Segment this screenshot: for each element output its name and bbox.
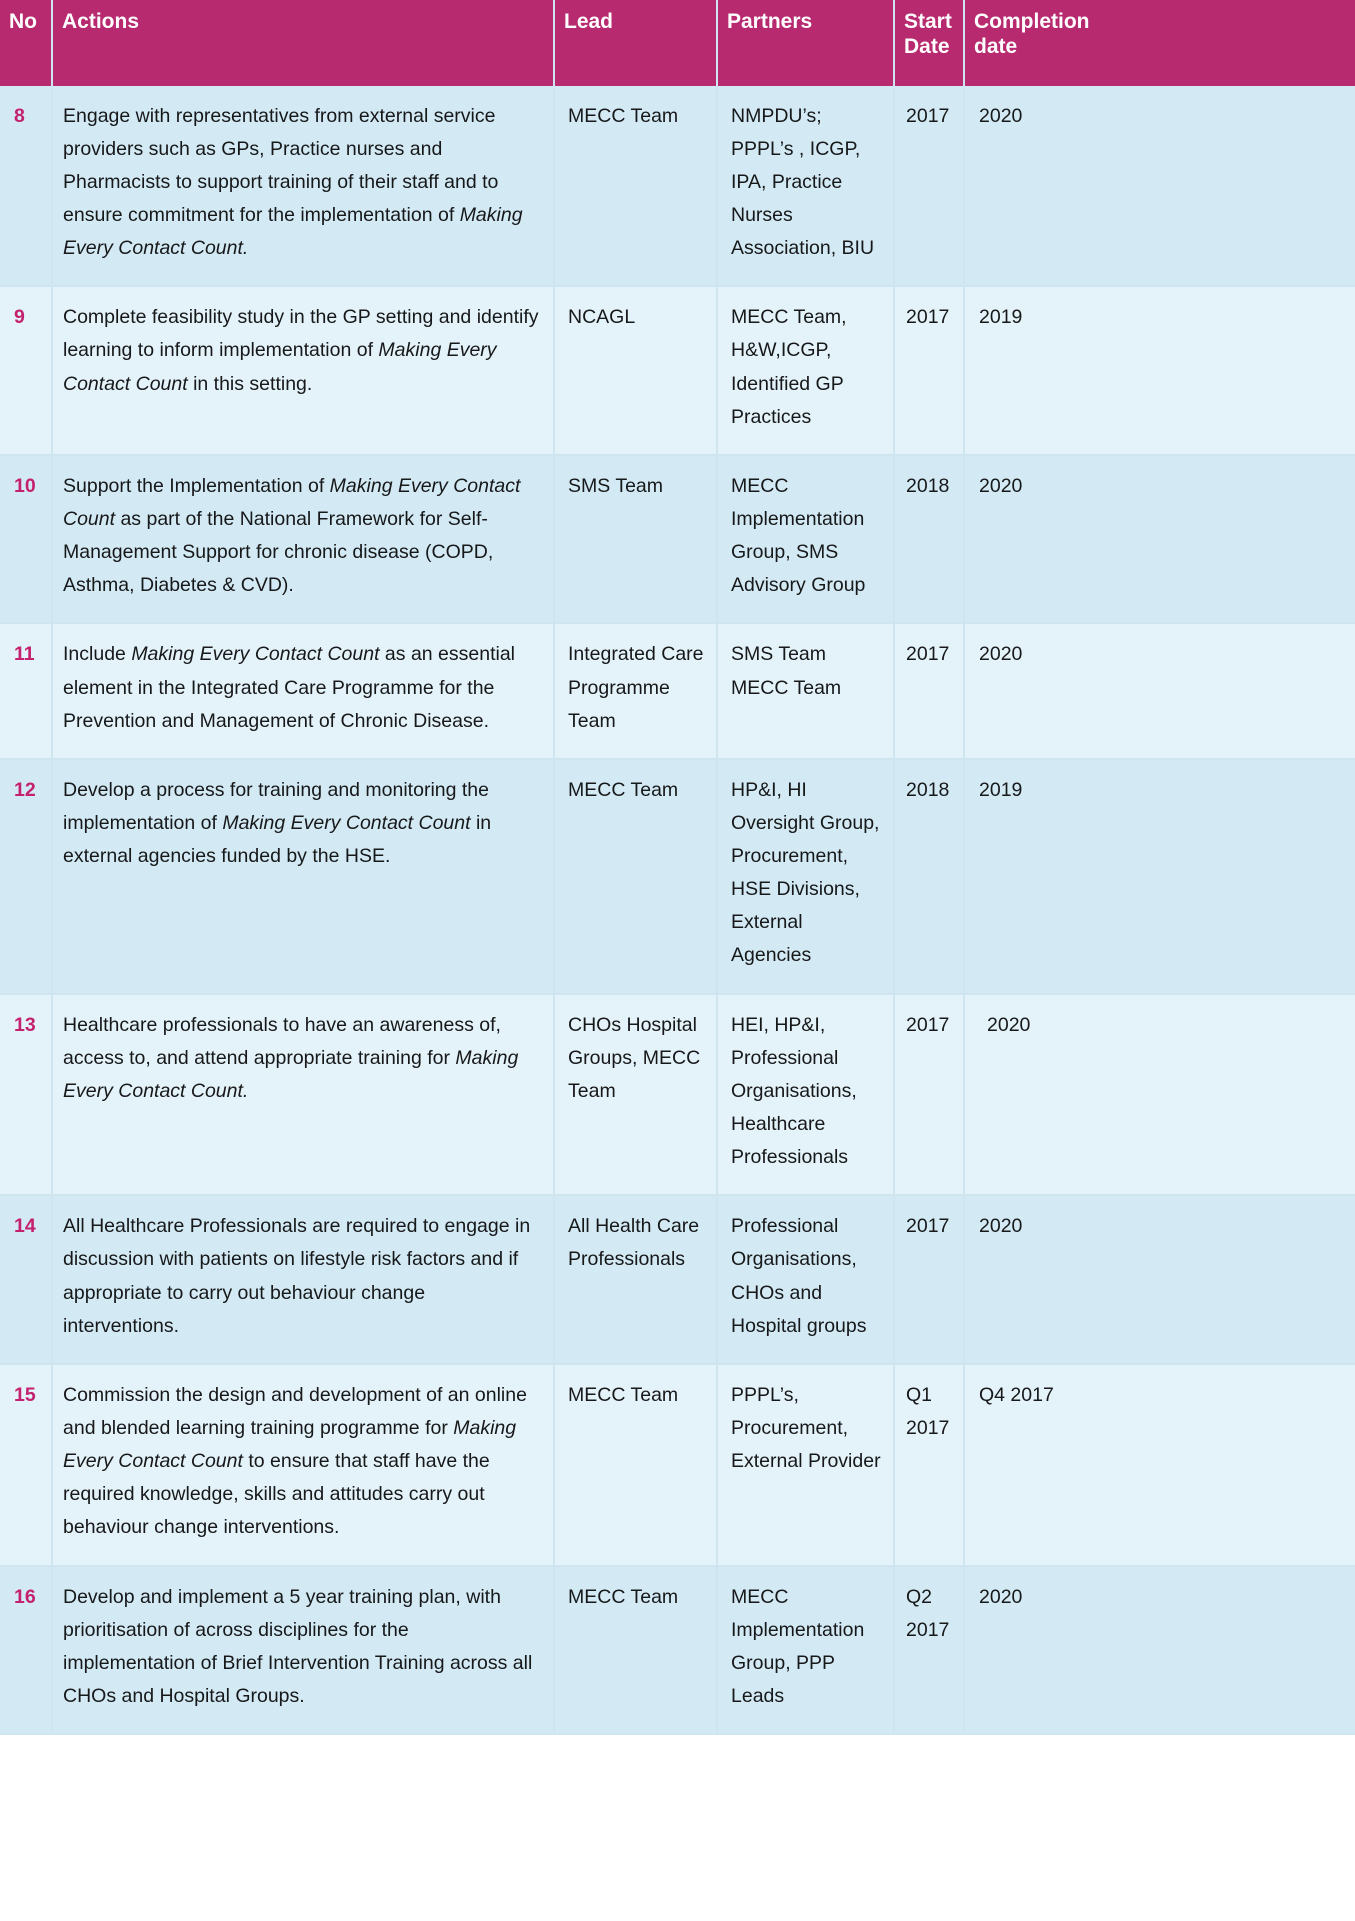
partners-value: PPPL’s, Procurement, External Provider [717,1364,894,1566]
partners-value: SMS Team MECC Team [717,623,894,758]
action-text: Support the Implementation of Making Every Contact Count as part of the National Framework for Self-Management Support for chronic disease (COPD, Asthma, Diabetes & CVD). [52,455,554,624]
lead-value: All Health Care Professionals [554,1195,717,1364]
action-text: Healthcare professionals to have an awareness of, access to, and attend appropriate training for Making Every Contact Count. [52,994,554,1196]
completion-date-value: 2020 [964,994,1355,1196]
partners-value: HP&I, HI Oversight Group, Procurement, HSE Divisions, External Agencies [717,759,894,994]
table-row [0,759,1355,994]
lead-value: MECC Team [554,759,717,994]
completion-date-value: 2020 [964,623,1355,758]
table-row [0,455,1355,624]
table-row [0,1364,1355,1566]
row-number: 15 [0,1364,52,1566]
completion-date-value: 2020 [964,1195,1355,1364]
partners-value: MECC Implementation Group, SMS Advisory Group [717,455,894,624]
lead-value: MECC Team [554,86,717,287]
row-number: 16 [0,1566,52,1735]
row-number: 8 [0,86,52,287]
action-text: Include Making Every Contact Count as an essential element in the Integrated Care Programme for the Prevention and Management of Chronic Disease. [52,623,554,758]
column-header-actions: Actions [52,0,554,86]
column-header-no: No [0,0,52,86]
start-date-value: 2017 [894,623,964,758]
start-date-value: Q2 2017 [894,1566,964,1735]
completion-date-value: 2020 [964,1566,1355,1735]
column-header-lead: Lead [554,0,717,86]
row-number: 13 [0,994,52,1196]
partners-value: MECC Implementation Group, PPP Leads [717,1566,894,1735]
completion-date-value: 2020 [964,86,1355,287]
action-text: Engage with representatives from external service providers such as GPs, Practice nurses and Pharmacists to support training of their staff and to ensure commitment for the implementation of Making Every Contact Count. [52,86,554,287]
lead-value: CHOs Hospital Groups, MECC Team [554,994,717,1196]
header-row [0,0,1355,86]
row-number: 12 [0,759,52,994]
completion-date-value: 2019 [964,759,1355,994]
lead-value: SMS Team [554,455,717,624]
row-number: 11 [0,623,52,758]
action-text: Develop a process for training and monitoring the implementation of Making Every Contact Count in external agencies funded by the HSE. [52,759,554,994]
start-date-value: 2018 [894,759,964,994]
emphasised-title: Making Every Contact Count [63,1417,517,1473]
row-number: 9 [0,286,52,455]
table-body [0,86,1355,1735]
partners-value: Professional Organisations, CHOs and Hospital groups [717,1195,894,1364]
partners-value: HEI, HP&I, Professional Organisations, Healthcare Professionals [717,994,894,1196]
start-date-value: 2017 [894,994,964,1196]
lead-value: NCAGL [554,286,717,455]
lead-value: MECC Team [554,1566,717,1735]
emphasised-title: Making Every Contact Count [63,339,497,395]
table-row [0,1195,1355,1364]
action-text: Complete feasibility study in the GP setting and identify learning to inform implementation of Making Every Contact Count in this setting. [52,286,554,455]
start-date-value: 2017 [894,286,964,455]
completion-date-value: 2019 [964,286,1355,455]
emphasised-title: Making Every Contact Count [131,643,380,666]
partners-value: MECC Team, H&W,ICGP, Identified GP Practices [717,286,894,455]
table-row [0,1566,1355,1735]
row-number: 14 [0,1195,52,1364]
start-date-value: 2017 [894,86,964,287]
emphasised-title: Making Every Contact Count [63,474,521,530]
start-date-value: 2017 [894,1195,964,1364]
emphasised-title: Making Every Contact Count. [63,203,523,260]
row-number: 10 [0,455,52,624]
emphasised-title: Making Every Contact Count [222,811,471,834]
column-header-start-date: Start Date [894,0,964,86]
table-header [0,0,1355,86]
partners-value: NMPDU’s; PPPL’s , ICGP, IPA, Practice Nurses Association, BIU [717,86,894,287]
lead-value: Integrated Care Programme Team [554,623,717,758]
action-text: Commission the design and development of an online and blended learning training programme for Making Every Contact Count to ensure that staff have the required knowledge, skills and attitudes carry out behaviour change interventions. [52,1364,554,1566]
table-row [0,286,1355,455]
start-date-value: Q1 2017 [894,1364,964,1566]
table-row [0,86,1355,287]
table-row [0,994,1355,1196]
completion-date-value: Q4 2017 [964,1364,1355,1566]
column-header-completion-date: Completion date [964,0,1355,86]
action-text: Develop and implement a 5 year training plan, with prioritisation of across disciplines for the implementation of Brief Intervention Training across all CHOs and Hospital Groups. [52,1566,554,1735]
start-date-value: 2018 [894,455,964,624]
lead-value: MECC Team [554,1364,717,1566]
completion-date-value: 2020 [964,455,1355,624]
table-row [0,623,1355,758]
emphasised-title: Making Every Contact Count. [63,1046,519,1102]
column-header-partners: Partners [717,0,894,86]
action-text: All Healthcare Professionals are required to engage in discussion with patients on lifestyle risk factors and if appropriate to carry out behaviour change interventions. [52,1195,554,1364]
